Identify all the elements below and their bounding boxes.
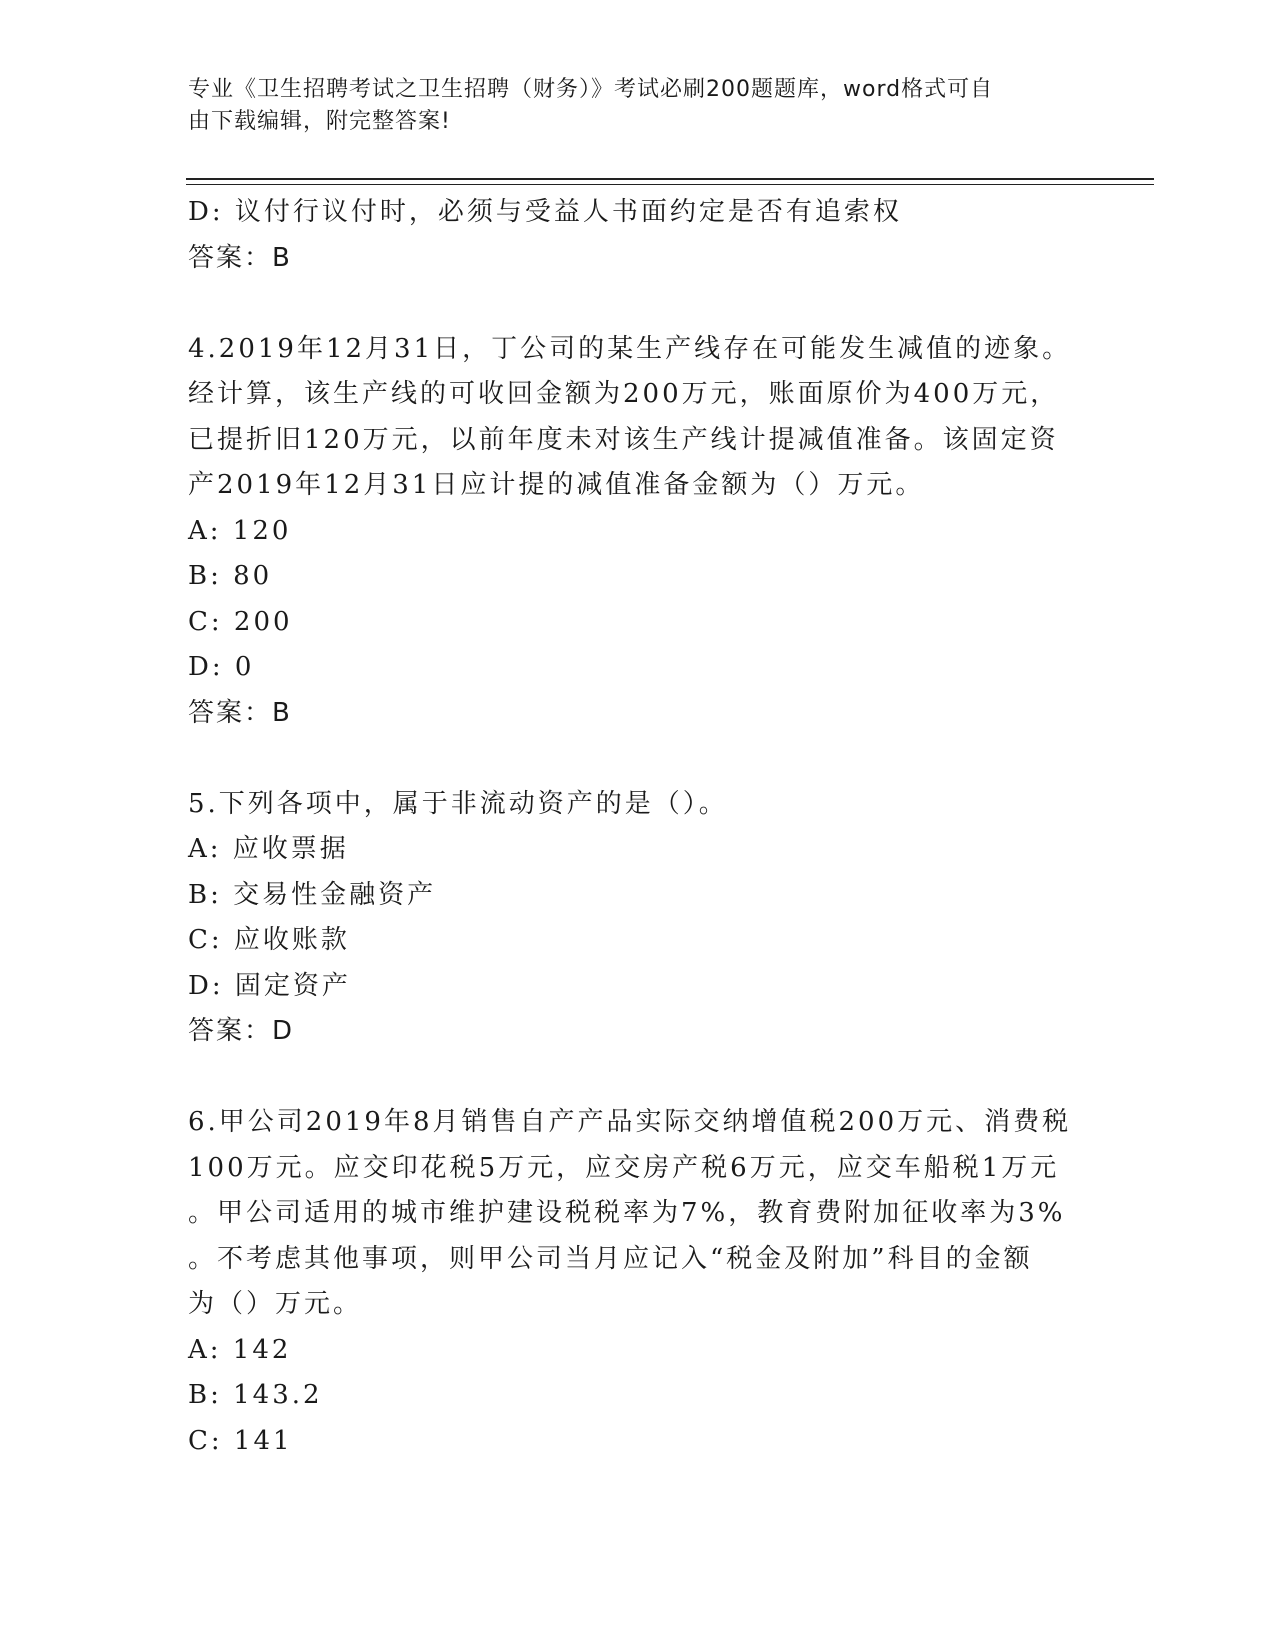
header-title-line-2: 由下载编辑，附完整答案! [188,109,451,134]
question-text-line: 。不考虑其他事项，则甲公司当月应记入“税金及附加”科目的金额 [188,1243,1033,1274]
answer-line: 答案：B [188,697,292,728]
question-4 [188,327,1088,737]
answer-line: 答案：B [188,242,292,273]
answer-line: 答案：D [188,1016,295,1046]
question-text-line: 5.下列各项中，属于非流动资产的是（）。 [188,788,728,819]
option-b: B: 80 [188,561,273,591]
option-a: A: 120 [188,515,292,546]
question-6 [188,1100,1088,1464]
option-d: D: 固定资产 [188,970,351,1001]
header-title-line-1: 专业《卫生招聘考试之卫生招聘（财务）》考试必刷200题题库，word格式可自 [188,77,994,102]
option-c: C: 200 [188,606,293,637]
header-divider-thick [186,178,1154,180]
option-a: A: 应收票据 [188,834,349,864]
option-c: C: 应收账款 [188,925,350,955]
option-c: C: 141 [188,1425,293,1456]
option-b: B: 交易性金融资产 [188,879,437,910]
document-body [188,190,1088,1464]
option-b: B: 143.2 [188,1380,323,1410]
question-text-line: 6.甲公司2019年8月销售自产产品实际交纳增值税200万元、消费税 [188,1107,1072,1137]
document-header [188,74,1068,138]
spacer [188,736,1088,782]
spacer [188,1055,1088,1101]
spacer [188,281,1088,327]
question-text-line: 产2019年12月31日应计提的减值准备金额为（）万元。 [188,470,925,500]
option-d: D: 0 [188,652,255,682]
option-d: D: 议付行议付时，必须与受益人书面约定是否有追索权 [188,197,902,227]
question-text-line: 为（）万元。 [188,1289,363,1319]
question-5 [188,782,1088,1055]
question-3-tail [188,190,1088,281]
question-text-line: 已提折旧120万元，以前年度未对该生产线计提减值准备。该固定资 [188,424,1059,455]
option-a: A: 142 [188,1334,292,1365]
question-text-line: 。甲公司适用的城市维护建设税税率为7%，教育费附加征收率为3% [188,1198,1066,1228]
question-text-line: 4.2019年12月31日，丁公司的某生产线存在可能发生减值的迹象。 [188,333,1072,364]
question-text-line: 100万元。应交印花税5万元，应交房产税6万元，应交车船税1万元 [188,1152,1060,1183]
header-divider-thin [186,184,1154,185]
question-text-line: 经计算，该生产线的可收回金额为200万元，账面原价为400万元， [188,379,1060,409]
